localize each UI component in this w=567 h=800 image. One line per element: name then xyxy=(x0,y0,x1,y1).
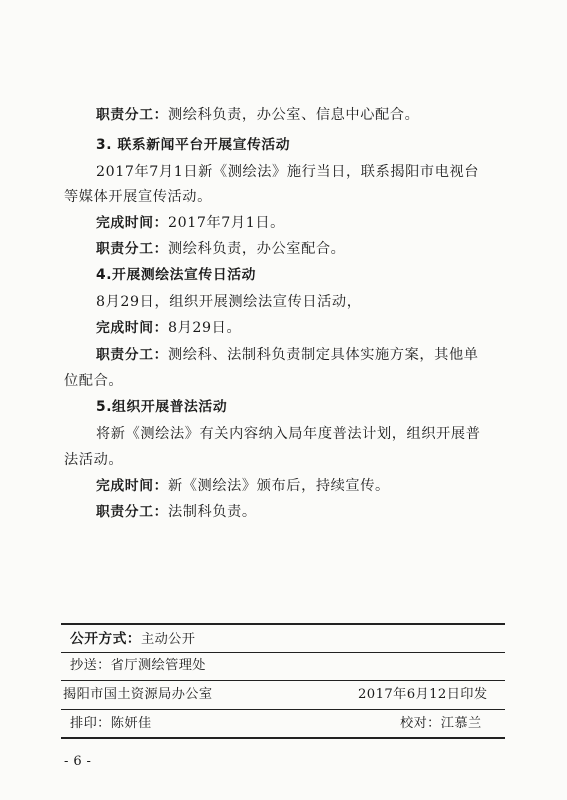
typeset-label: 排印： xyxy=(70,716,111,731)
duty-label: 职责分工： xyxy=(96,504,168,520)
paragraph-5-line-1: 将新《测绘法》有关内容纳入局年度普法计划，组织开展普 xyxy=(96,426,481,442)
disclosure-value: 主动公开 xyxy=(140,632,196,647)
proof-label: 校对： xyxy=(400,716,441,731)
paragraph-4-line-1: 8月29日，组织开展测绘法宣传日活动， xyxy=(96,294,362,310)
paragraph-5-line-2: 法活动。 xyxy=(64,452,124,468)
footer-rule xyxy=(61,709,505,710)
duty-label: 职责分工： xyxy=(96,241,168,257)
proof-value: 江慕兰 xyxy=(440,716,482,731)
completion-time-label: 完成时间： xyxy=(96,320,168,336)
footer-top-rule xyxy=(61,623,505,625)
duty-label: 职责分工： xyxy=(96,347,168,363)
duty-line-4 xyxy=(96,345,479,365)
completion-time-3 xyxy=(96,213,285,233)
completion-time-4 xyxy=(96,318,241,338)
duty-text: 测绘科负责，办公室配合。 xyxy=(167,241,346,257)
duty-text: 测绘科负责，办公室、信息中心配合。 xyxy=(167,107,420,123)
cc-value: 省厅测绘管理处 xyxy=(110,658,206,673)
section-heading-5: 5.组织开展普法活动 xyxy=(96,399,228,415)
cc-label: 抄送： xyxy=(70,658,111,673)
issue-date: 2017年6月12日印发 xyxy=(358,687,488,702)
completion-time-label: 完成时间： xyxy=(96,478,168,494)
completion-time-label: 完成时间： xyxy=(96,215,168,231)
section-heading-4: 4.开展测绘法宣传日活动 xyxy=(96,267,257,283)
disclosure-line xyxy=(70,630,195,649)
page-number: - 6 - xyxy=(64,754,92,769)
footer-rule xyxy=(61,680,505,681)
proof-line xyxy=(400,715,482,733)
typeset-value: 陈妍佳 xyxy=(110,716,152,731)
completion-time-text: 8月29日。 xyxy=(167,320,242,336)
issuer: 揭阳市国土资源局办公室 xyxy=(63,687,213,702)
duty-line-5 xyxy=(96,502,257,522)
footer-rule xyxy=(61,652,505,653)
cc-line xyxy=(70,657,206,675)
section-heading-3: 3. 联系新闻平台开展宣传活动 xyxy=(96,137,291,153)
duty-text: 测绘科、法制科负责制定具体实施方案，其他单 xyxy=(167,347,479,363)
footer-bottom-rule xyxy=(61,737,505,739)
duty-line-1 xyxy=(96,105,419,125)
typeset-line xyxy=(70,715,152,733)
duty-label: 职责分工： xyxy=(96,107,168,123)
disclosure-label: 公开方式： xyxy=(70,631,141,647)
duty-text: 法制科负责。 xyxy=(167,504,257,520)
completion-time-5 xyxy=(96,476,390,496)
paragraph-3-line-2: 等媒体开展宣传活动。 xyxy=(64,189,212,205)
completion-time-text: 2017年7月1日。 xyxy=(167,215,285,231)
completion-time-text: 新《测绘法》颁布后，持续宣传。 xyxy=(167,478,390,494)
duty-line-4-cont: 位配合。 xyxy=(64,373,124,389)
paragraph-3-line-1: 2017年7月1日新《测绘法》施行当日，联系揭阳市电视台 xyxy=(96,164,480,180)
duty-line-3 xyxy=(96,239,345,259)
